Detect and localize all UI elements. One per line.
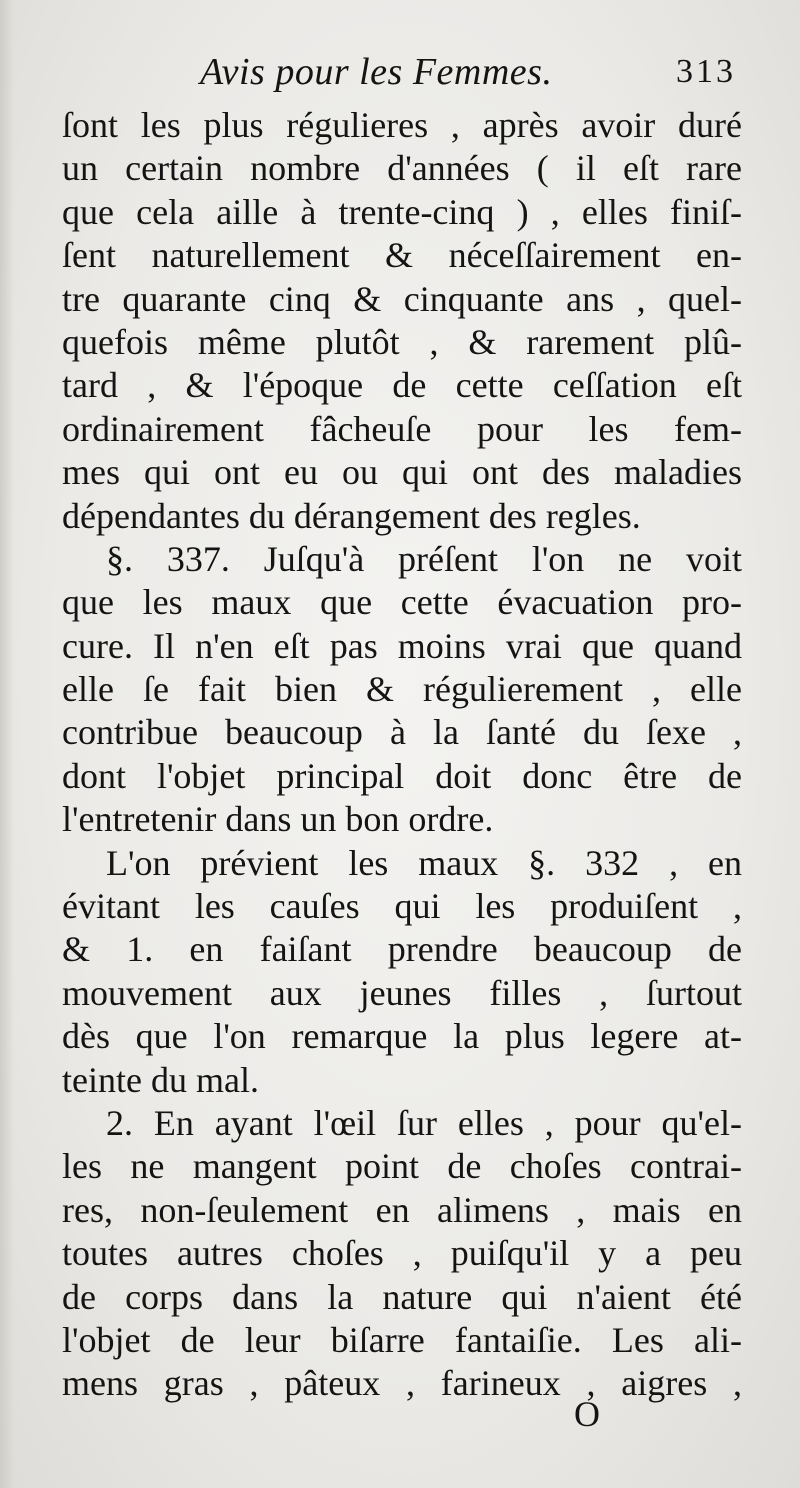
text-line: un certain nombre d'années ( il eſt rare (62, 148, 742, 189)
text-line: l'objet de leur biſarre fantaiſie. Les ali- (62, 1319, 742, 1360)
text-line: mens gras , pâteux , farineux , aigres , (62, 1363, 742, 1404)
text-line: cure. Il n'en eſt pas moins vrai que quand (62, 625, 742, 666)
text-line: que cela aille à trente-cinq ) , elles finiſ- (62, 191, 742, 232)
text-line: toutes autres choſes , puiſqu'il y a peu (62, 1233, 742, 1274)
running-title: Avis pour les Femmes. (200, 51, 553, 93)
text-line: §. 337. Juſqu'à préſent l'on ne voit (106, 538, 742, 579)
text-line: teinte du mal. (62, 1059, 259, 1100)
text-line: & 1. en faiſant prendre beaucoup de (62, 929, 742, 970)
text-line: res, non-ſeulement en alimens , mais en (62, 1189, 742, 1230)
text-line: l'entretenir dans un bon ordre. (62, 799, 494, 840)
text-line: ordinairement fâcheuſe pour les fem- (62, 408, 742, 449)
text-line: dépendantes du dérangement des regles. (62, 495, 641, 536)
text-line: ſent naturellement & néceſſairement en- (62, 235, 742, 276)
text-line: L'on prévient les maux §. 332 , en (106, 842, 742, 883)
text-line: que les maux que cette évacuation pro- (62, 582, 742, 623)
text-line: quefois même plutôt , & rarement plû- (62, 321, 742, 362)
text-line: évitant les cauſes qui les produiſent , (62, 886, 742, 927)
text-line: de corps dans la nature qui n'aient été (62, 1276, 742, 1317)
page-gutter-shadow (0, 0, 14, 1488)
text-line: elle ſe fait bien & régulierement , elle (62, 669, 742, 710)
text-line: dès que l'on remarque la plus legere at- (62, 1016, 742, 1057)
text-line: contribue beaucoup à la ſanté du ſexe , (62, 712, 742, 753)
text-line: ſont les plus régulieres , après avoir duré (62, 105, 742, 145)
text-line: tard , & l'époque de cette ceſſation eſt (62, 365, 742, 406)
text-line: mes qui ont eu ou qui ont des maladies (62, 452, 742, 493)
text-line: tre quarante cinq & cinquante ans , quel- (62, 278, 742, 319)
signature-mark: O (574, 1394, 600, 1434)
text-line: les ne mangent point de choſes contrai- (62, 1146, 742, 1187)
running-header (0, 50, 800, 94)
page-number: 313 (676, 53, 736, 90)
text-line: dont l'objet principal doit donc être de (62, 755, 742, 796)
body-text (62, 104, 742, 1406)
text-line: mouvement aux jeunes filles , ſurtout (62, 972, 742, 1013)
text-line: 2. En ayant l'œil ſur elles , pour qu'el- (106, 1102, 742, 1143)
